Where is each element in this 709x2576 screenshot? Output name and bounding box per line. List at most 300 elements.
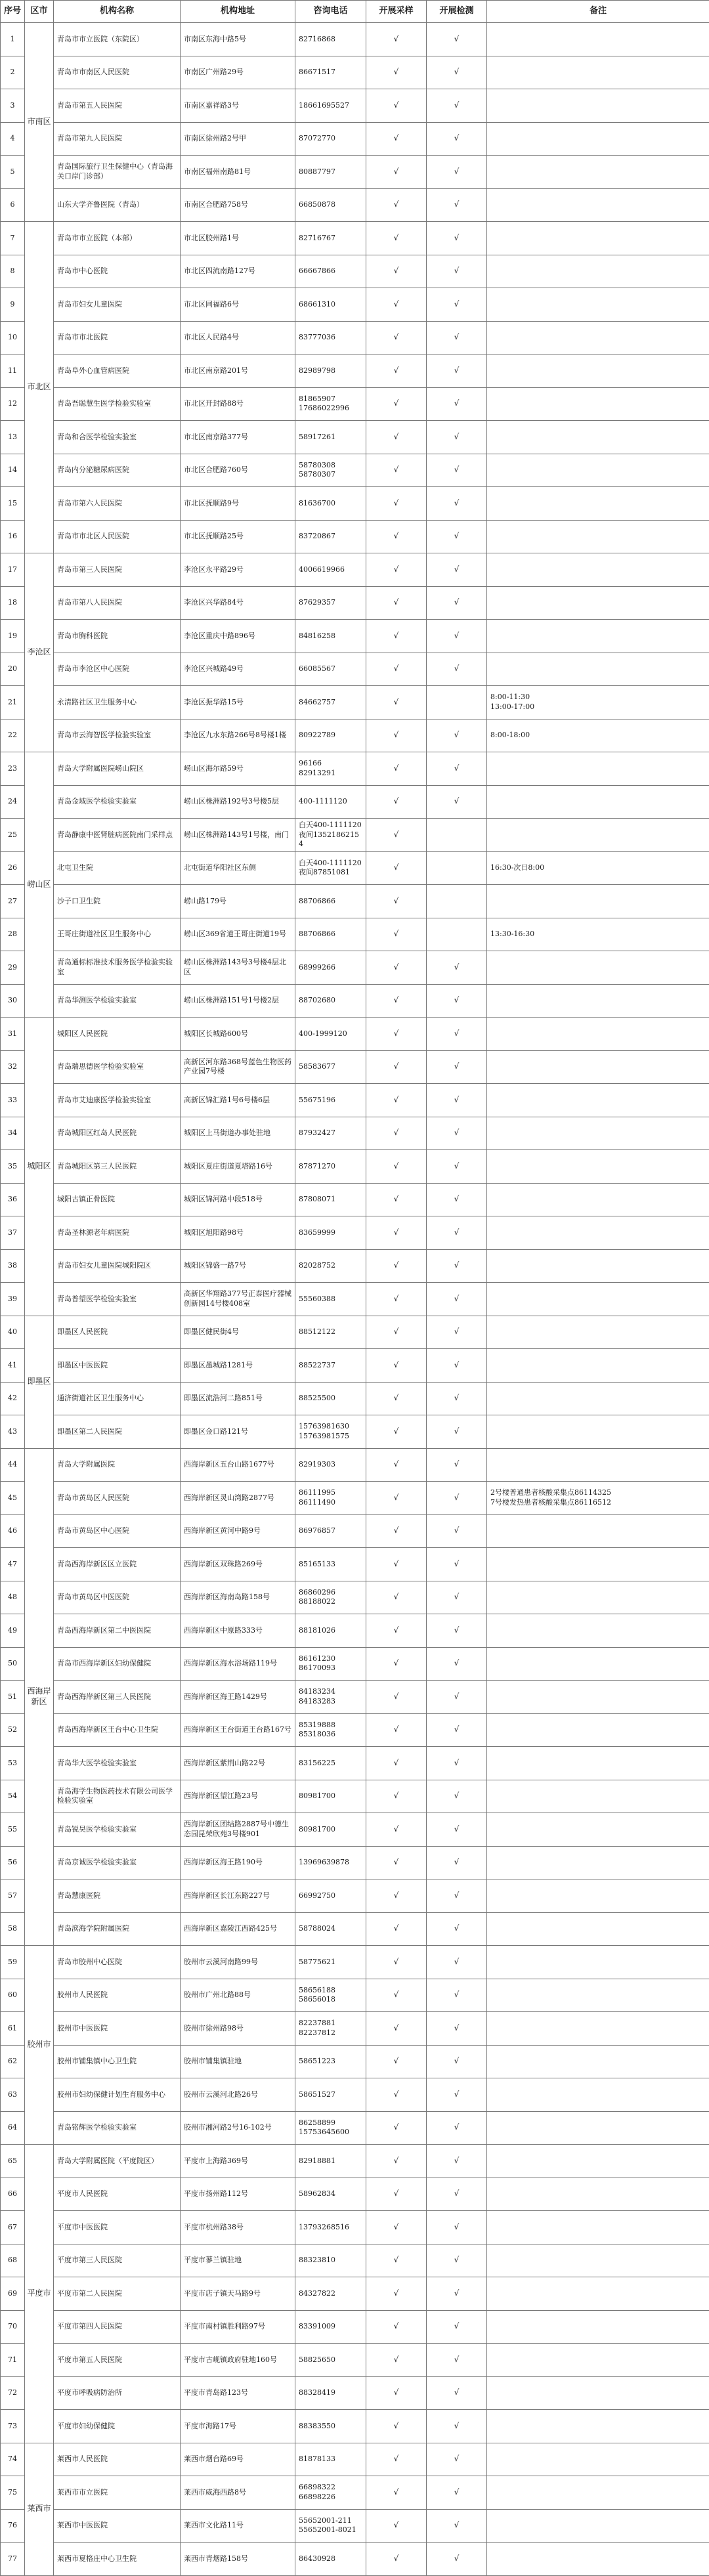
table-row xyxy=(1,851,709,885)
consult-phone: 87932427 xyxy=(295,1117,366,1150)
testing-mark xyxy=(427,686,487,719)
consult-phone: 13793268516 xyxy=(295,2211,366,2244)
row-number: 7 xyxy=(1,222,25,255)
consult-phone: 88706866 xyxy=(295,885,366,918)
sampling-mark: √ xyxy=(366,1846,427,1879)
testing-mark: √ xyxy=(427,1946,487,1979)
sampling-mark: √ xyxy=(366,1415,427,1449)
testing-mark: √ xyxy=(427,2310,487,2344)
testing-mark: √ xyxy=(427,984,487,1018)
district-cell: 市北区 xyxy=(25,222,54,553)
testing-mark: √ xyxy=(427,1681,487,1714)
header-cell: 开展检测 xyxy=(427,1,487,23)
sampling-mark: √ xyxy=(366,653,427,686)
remark xyxy=(487,2344,709,2377)
institution-name: 青岛和合医学检验实验室 xyxy=(54,421,181,454)
consult-phone: 18661695527 xyxy=(295,89,366,123)
remark xyxy=(487,387,709,421)
table-row xyxy=(1,1581,709,1614)
row-number: 34 xyxy=(1,1117,25,1150)
consult-phone: 88328419 xyxy=(295,2376,366,2410)
sampling-mark: √ xyxy=(366,2443,427,2476)
testing-mark: √ xyxy=(427,1614,487,1648)
institution-address: 即墨区健民街4号 xyxy=(181,1316,295,1349)
row-number: 64 xyxy=(1,2111,25,2145)
district-cell: 市南区 xyxy=(25,23,54,222)
table-row xyxy=(1,1514,709,1548)
row-number: 12 xyxy=(1,387,25,421)
consult-phone: 86111995 86111490 xyxy=(295,1482,366,1515)
testing-mark: √ xyxy=(427,2509,487,2543)
district-cell: 城阳区 xyxy=(25,1018,54,1316)
sampling-mark: √ xyxy=(366,1482,427,1515)
institution-name: 青岛西海岸新区区立医院 xyxy=(54,1548,181,1581)
header-cell: 备注 xyxy=(487,1,709,23)
testing-mark: √ xyxy=(427,1581,487,1614)
institution-name: 青岛城阳区第三人民医院 xyxy=(54,1150,181,1184)
table-row xyxy=(1,188,709,222)
institution-address: 平度市杭州路38号 xyxy=(181,2211,295,2244)
table-row xyxy=(1,553,709,587)
institution-name: 青岛西海岸新区第二中医医院 xyxy=(54,1614,181,1648)
row-number: 67 xyxy=(1,2211,25,2244)
remark: 2号楼普通患者核酸采集点86114325 7号楼发热患者核酸采集点86116512 xyxy=(487,1482,709,1515)
remark xyxy=(487,1979,709,2012)
remark xyxy=(487,2310,709,2344)
institution-address: 市南区嘉祥路3号 xyxy=(181,89,295,123)
consult-phone: 86430928 xyxy=(295,2543,366,2576)
consult-phone: 55652001-211 55652001-8021 xyxy=(295,2509,366,2543)
remark: 8:00-18:00 xyxy=(487,719,709,752)
testing-mark: √ xyxy=(427,354,487,388)
row-number: 33 xyxy=(1,1084,25,1117)
header-cell: 机构地址 xyxy=(181,1,295,23)
row-number: 19 xyxy=(1,620,25,653)
sampling-mark: √ xyxy=(366,23,427,56)
table-row xyxy=(1,2145,709,2178)
consult-phone: 白天400-1111120 夜间13521862154 xyxy=(295,819,366,852)
consult-phone: 83720867 xyxy=(295,520,366,553)
table-row xyxy=(1,1018,709,1051)
sampling-mark: √ xyxy=(366,1216,427,1250)
institution-address: 胶州市云溪河北路26号 xyxy=(181,2078,295,2112)
row-number: 49 xyxy=(1,1614,25,1648)
institution-name: 青岛大学附属医院（平度院区） xyxy=(54,2145,181,2178)
sampling-mark: √ xyxy=(366,851,427,885)
table-row xyxy=(1,2277,709,2311)
table-row xyxy=(1,951,709,985)
remark xyxy=(487,1780,709,1813)
sampling-mark: √ xyxy=(366,288,427,322)
consult-phone: 88383550 xyxy=(295,2410,366,2443)
row-number: 26 xyxy=(1,851,25,885)
institution-address: 胶州市湘河路2号16-102号 xyxy=(181,2111,295,2145)
institution-address: 西海岸新区王台街道王台路167号 xyxy=(181,1713,295,1747)
remark xyxy=(487,984,709,1018)
row-number: 48 xyxy=(1,1581,25,1614)
sampling-mark: √ xyxy=(366,421,427,454)
testing-mark: √ xyxy=(427,1050,487,1084)
table-row xyxy=(1,2012,709,2046)
testing-mark xyxy=(427,885,487,918)
sampling-mark: √ xyxy=(366,1249,427,1283)
row-number: 37 xyxy=(1,1216,25,1250)
sampling-mark: √ xyxy=(366,1614,427,1648)
remark xyxy=(487,1216,709,1250)
institution-name: 青岛市第五人民医院 xyxy=(54,89,181,123)
institution-address: 莱西市青烟路158号 xyxy=(181,2543,295,2576)
consult-phone: 58651223 xyxy=(295,2045,366,2078)
sampling-mark: √ xyxy=(366,1912,427,1946)
remark xyxy=(487,56,709,89)
row-number: 40 xyxy=(1,1316,25,1349)
testing-mark: √ xyxy=(427,2111,487,2145)
sampling-mark: √ xyxy=(366,1018,427,1051)
institution-address: 崂山区株洲路143号3号楼4层北区 xyxy=(181,951,295,985)
institution-address: 市南区合肥路758号 xyxy=(181,188,295,222)
institution-name: 青岛海学生物医药技术有限公司医学检验实验室 xyxy=(54,1780,181,1813)
institution-name: 青岛西海岸新区王台中心卫生院 xyxy=(54,1713,181,1747)
institution-name: 城阳古镇正骨医院 xyxy=(54,1183,181,1216)
row-number: 44 xyxy=(1,1448,25,1482)
testing-mark: √ xyxy=(427,387,487,421)
institution-name: 青岛市市北医院 xyxy=(54,321,181,354)
header-cell: 序号 xyxy=(1,1,25,23)
table-row xyxy=(1,918,709,951)
institution-name: 平度市妇幼保健院 xyxy=(54,2410,181,2443)
testing-mark: √ xyxy=(427,586,487,620)
sampling-mark: √ xyxy=(366,354,427,388)
consult-phone: 白天400-1111120 夜间87851081 xyxy=(295,851,366,885)
consult-phone: 400-1111120 xyxy=(295,785,366,819)
table-row xyxy=(1,2410,709,2443)
remark xyxy=(487,2111,709,2145)
remark xyxy=(487,188,709,222)
consult-phone: 85165133 xyxy=(295,1548,366,1581)
consult-phone: 4006619966 xyxy=(295,553,366,587)
consult-phone: 88706866 xyxy=(295,918,366,951)
institution-address: 平度市蓼兰镇驻地 xyxy=(181,2244,295,2277)
sampling-mark: √ xyxy=(366,686,427,719)
table-row xyxy=(1,1548,709,1581)
institution-address: 平度市扬州路112号 xyxy=(181,2178,295,2211)
row-number: 74 xyxy=(1,2443,25,2476)
institution-name: 青岛圣林源老年病医院 xyxy=(54,1216,181,1250)
institution-address: 李沧区兴华路84号 xyxy=(181,586,295,620)
table-row xyxy=(1,1647,709,1681)
sampling-mark: √ xyxy=(366,454,427,487)
table-row xyxy=(1,2111,709,2145)
table-row xyxy=(1,1382,709,1415)
remark xyxy=(487,1349,709,1383)
consult-phone: 88522737 xyxy=(295,1349,366,1383)
testing-mark xyxy=(427,851,487,885)
consult-phone: 66667866 xyxy=(295,255,366,288)
institution-name: 青岛市西海岸新区妇幼保健院 xyxy=(54,1647,181,1681)
table-row xyxy=(1,2543,709,2576)
table-row xyxy=(1,1979,709,2012)
institution-address: 城阳区锦河路中段518号 xyxy=(181,1183,295,1216)
row-number: 14 xyxy=(1,454,25,487)
institution-name: 青岛静康中医肾脏病医院南门采样点 xyxy=(54,819,181,852)
table-row xyxy=(1,819,709,852)
row-number: 75 xyxy=(1,2476,25,2510)
row-number: 20 xyxy=(1,653,25,686)
row-number: 15 xyxy=(1,487,25,521)
institution-address: 莱西市威海西路8号 xyxy=(181,2476,295,2510)
institution-name: 青岛国际旅行卫生保健中心（青岛海关口岸门诊部） xyxy=(54,156,181,189)
testing-mark: √ xyxy=(427,2211,487,2244)
testing-mark xyxy=(427,819,487,852)
institution-address: 平度市店子镇天马路9号 xyxy=(181,2277,295,2311)
institution-address: 市北区抚顺路25号 xyxy=(181,520,295,553)
institution-name: 青岛锐昊医学检验实验室 xyxy=(54,1813,181,1847)
table-row xyxy=(1,1084,709,1117)
institution-name: 青岛市黄岛区中心医院 xyxy=(54,1514,181,1548)
sampling-mark: √ xyxy=(366,984,427,1018)
sampling-mark: √ xyxy=(366,1813,427,1847)
remark xyxy=(487,1846,709,1879)
table-row xyxy=(1,1216,709,1250)
table-row xyxy=(1,156,709,189)
table-row xyxy=(1,1183,709,1216)
row-number: 71 xyxy=(1,2344,25,2377)
testing-mark: √ xyxy=(427,2078,487,2112)
testing-mark: √ xyxy=(427,1382,487,1415)
institution-address: 即墨区流浩河二路851号 xyxy=(181,1382,295,1415)
table-row xyxy=(1,23,709,56)
institution-address: 市北区开封路88号 xyxy=(181,387,295,421)
row-number: 65 xyxy=(1,2145,25,2178)
sampling-mark: √ xyxy=(366,387,427,421)
testing-mark: √ xyxy=(427,1912,487,1946)
row-number: 17 xyxy=(1,553,25,587)
remark xyxy=(487,2078,709,2112)
remark xyxy=(487,1581,709,1614)
sampling-mark: √ xyxy=(366,222,427,255)
testing-mark: √ xyxy=(427,752,487,786)
row-number: 9 xyxy=(1,288,25,322)
institution-address: 市北区同福路6号 xyxy=(181,288,295,322)
testing-mark: √ xyxy=(427,1448,487,1482)
consult-phone: 87072770 xyxy=(295,122,366,156)
row-number: 58 xyxy=(1,1912,25,1946)
consult-phone: 58583677 xyxy=(295,1050,366,1084)
consult-phone: 66898322 66898226 xyxy=(295,2476,366,2510)
testing-mark: √ xyxy=(427,2012,487,2046)
institution-name: 永清路社区卫生服务中心 xyxy=(54,686,181,719)
row-number: 41 xyxy=(1,1349,25,1383)
testing-mark: √ xyxy=(427,1879,487,1913)
remark xyxy=(487,2376,709,2410)
testing-mark: √ xyxy=(427,255,487,288)
consult-phone: 58825650 xyxy=(295,2344,366,2377)
testing-mark: √ xyxy=(427,2045,487,2078)
table-row xyxy=(1,1349,709,1383)
row-number: 57 xyxy=(1,1879,25,1913)
sampling-mark: √ xyxy=(366,1514,427,1548)
sampling-mark: √ xyxy=(366,752,427,786)
institution-name: 青岛市胶州中心医院 xyxy=(54,1946,181,1979)
row-number: 46 xyxy=(1,1514,25,1548)
testing-mark: √ xyxy=(427,653,487,686)
testing-mark: √ xyxy=(427,1150,487,1184)
testing-mark: √ xyxy=(427,1514,487,1548)
testing-mark: √ xyxy=(427,122,487,156)
sampling-mark: √ xyxy=(366,1548,427,1581)
testing-mark: √ xyxy=(427,1647,487,1681)
testing-mark: √ xyxy=(427,1283,487,1316)
testing-mark: √ xyxy=(427,421,487,454)
remark xyxy=(487,23,709,56)
row-number: 36 xyxy=(1,1183,25,1216)
consult-phone: 86258899 15753645600 xyxy=(295,2111,366,2145)
institution-name: 青岛阜外心血管病医院 xyxy=(54,354,181,388)
institution-name: 莱西市中医医院 xyxy=(54,2509,181,2543)
remark xyxy=(487,321,709,354)
remark xyxy=(487,1912,709,1946)
header-cell: 区市 xyxy=(25,1,54,23)
table-row xyxy=(1,1879,709,1913)
testing-mark: √ xyxy=(427,1316,487,1349)
sampling-mark: √ xyxy=(366,188,427,222)
testing-mark: √ xyxy=(427,454,487,487)
institution-address: 城阳区旭阳路98号 xyxy=(181,1216,295,1250)
table-row xyxy=(1,421,709,454)
institution-address: 胶州市铺集镇驻地 xyxy=(181,2045,295,2078)
institution-address: 崂山区369省道王哥庄街道19号 xyxy=(181,918,295,951)
consult-phone: 13969639878 xyxy=(295,1846,366,1879)
table-row xyxy=(1,2211,709,2244)
institution-name: 北屯卫生院 xyxy=(54,851,181,885)
institution-name: 青岛市市北区人民医院 xyxy=(54,520,181,553)
table-row xyxy=(1,1448,709,1482)
remark xyxy=(487,454,709,487)
institution-address: 城阳区夏庄街道夏塔路16号 xyxy=(181,1150,295,1184)
institution-name: 通济街道社区卫生服务中心 xyxy=(54,1382,181,1415)
institution-address: 西海岸新区望江路23号 xyxy=(181,1780,295,1813)
institution-name: 青岛市艾迪康医学检验实验室 xyxy=(54,1084,181,1117)
consult-phone: 88525500 xyxy=(295,1382,366,1415)
table-row xyxy=(1,885,709,918)
consult-phone: 80887797 xyxy=(295,156,366,189)
institution-name: 青岛城阳区红岛人民医院 xyxy=(54,1117,181,1150)
consult-phone: 87629357 xyxy=(295,586,366,620)
table-row xyxy=(1,719,709,752)
remark xyxy=(487,1283,709,1316)
institution-name: 即墨区人民医院 xyxy=(54,1316,181,1349)
sampling-mark: √ xyxy=(366,2244,427,2277)
consult-phone: 66085567 xyxy=(295,653,366,686)
testing-mark: √ xyxy=(427,719,487,752)
institution-address: 西海岸新区双珠路269号 xyxy=(181,1548,295,1581)
testing-mark: √ xyxy=(427,2344,487,2377)
sampling-mark: √ xyxy=(366,89,427,123)
consult-phone: 88323810 xyxy=(295,2244,366,2277)
table-row xyxy=(1,2310,709,2344)
institution-address: 北屯街道华阳社区东侧 xyxy=(181,851,295,885)
remark xyxy=(487,1747,709,1780)
institution-name: 青岛大学附属医院崂山院区 xyxy=(54,752,181,786)
institution-address: 平度市南村镇胜利路97号 xyxy=(181,2310,295,2344)
consult-phone: 55675196 xyxy=(295,1084,366,1117)
table-row xyxy=(1,1283,709,1316)
table-row xyxy=(1,984,709,1018)
institution-address: 莱西市烟台路69号 xyxy=(181,2443,295,2476)
consult-phone: 88181026 xyxy=(295,1614,366,1648)
remark xyxy=(487,2145,709,2178)
remark xyxy=(487,620,709,653)
row-number: 28 xyxy=(1,918,25,951)
testing-mark: √ xyxy=(427,1084,487,1117)
remark xyxy=(487,586,709,620)
consult-phone: 96166 82913291 xyxy=(295,752,366,786)
testing-mark: √ xyxy=(427,89,487,123)
sampling-mark: √ xyxy=(366,1780,427,1813)
institution-address: 平度市上海路369号 xyxy=(181,2145,295,2178)
institution-address: 西海岸新区海王路1429号 xyxy=(181,1681,295,1714)
row-number: 10 xyxy=(1,321,25,354)
consult-phone: 80981700 xyxy=(295,1813,366,1847)
district-cell: 莱西市 xyxy=(25,2443,54,2575)
sampling-mark: √ xyxy=(366,2310,427,2344)
testing-mark: √ xyxy=(427,1249,487,1283)
sampling-mark: √ xyxy=(366,2344,427,2377)
sampling-mark: √ xyxy=(366,586,427,620)
row-number: 70 xyxy=(1,2310,25,2344)
row-number: 45 xyxy=(1,1482,25,1515)
consult-phone: 58775621 xyxy=(295,1946,366,1979)
consult-phone: 81636700 xyxy=(295,487,366,521)
institution-address: 市南区徐州路2号甲 xyxy=(181,122,295,156)
remark xyxy=(487,2410,709,2443)
sampling-mark: √ xyxy=(366,255,427,288)
table-row xyxy=(1,2045,709,2078)
consult-phone: 68999266 xyxy=(295,951,366,985)
table-row xyxy=(1,1249,709,1283)
sampling-mark: √ xyxy=(366,2111,427,2145)
institution-name: 青岛市第九人民医院 xyxy=(54,122,181,156)
remark xyxy=(487,785,709,819)
table-row xyxy=(1,620,709,653)
row-number: 31 xyxy=(1,1018,25,1051)
sampling-mark: √ xyxy=(366,2476,427,2510)
row-number: 63 xyxy=(1,2078,25,2112)
testing-mark: √ xyxy=(427,321,487,354)
testing-mark: √ xyxy=(427,620,487,653)
remark xyxy=(487,2211,709,2244)
testing-mark: √ xyxy=(427,1979,487,2012)
institution-address: 市南区广州路29号 xyxy=(181,56,295,89)
consult-phone: 84816258 xyxy=(295,620,366,653)
table-row xyxy=(1,2178,709,2211)
row-number: 56 xyxy=(1,1846,25,1879)
row-number: 60 xyxy=(1,1979,25,2012)
consult-phone: 80922789 xyxy=(295,719,366,752)
institution-name: 青岛市黄岛区人民医院 xyxy=(54,1482,181,1515)
remark xyxy=(487,1316,709,1349)
institution-address: 西海岸新区海王路190号 xyxy=(181,1846,295,1879)
institution-name: 青岛金域医学检验实验室 xyxy=(54,785,181,819)
institution-name: 青岛市李沧区中心医院 xyxy=(54,653,181,686)
institution-address: 市北区胶州路1号 xyxy=(181,222,295,255)
remark xyxy=(487,2509,709,2543)
remark xyxy=(487,2443,709,2476)
institution-name: 莱西市市立医院 xyxy=(54,2476,181,2510)
institution-name: 胶州市妇幼保健计划生育服务中心 xyxy=(54,2078,181,2112)
institution-name: 平度市中医医院 xyxy=(54,2211,181,2244)
testing-mark: √ xyxy=(427,222,487,255)
